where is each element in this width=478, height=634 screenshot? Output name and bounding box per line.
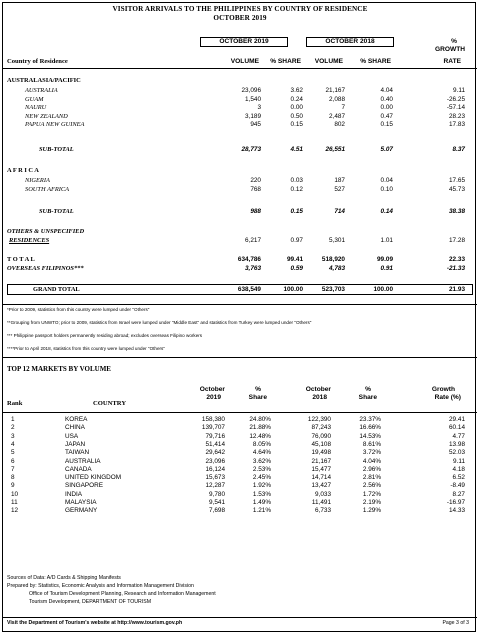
- cell: 29.41: [449, 416, 465, 423]
- cell: 220: [250, 177, 261, 184]
- cell: 0.40: [380, 95, 393, 103]
- grand-total-label: GRAND TOTAL: [33, 286, 80, 293]
- cell: 79,716: [205, 432, 225, 440]
- top12-row: [3, 424, 477, 432]
- country-row: [3, 177, 477, 185]
- overseas-row: [3, 265, 477, 273]
- cell: 5.07: [380, 146, 393, 153]
- cell: 23,096: [241, 87, 261, 94]
- rank-cell: 7: [11, 465, 15, 473]
- cell: 0.00: [290, 104, 303, 112]
- country-name: NAURU: [25, 104, 47, 112]
- cell: 945: [250, 121, 261, 129]
- cell: 0.14: [380, 208, 393, 215]
- cell: 28.23: [449, 112, 465, 120]
- cell: 4.04: [380, 87, 393, 94]
- cell: 51,414: [205, 440, 225, 448]
- cell: 6.52: [452, 474, 465, 482]
- cell: 14.33: [449, 507, 465, 515]
- others-row: [3, 237, 477, 245]
- cell: 12,287: [205, 482, 225, 490]
- oct18-header-2: 2018: [312, 394, 327, 401]
- volume-2018-header: VOLUME: [314, 58, 343, 65]
- cell: 0.47: [380, 112, 393, 120]
- growth2-header-2: Rate (%): [434, 394, 461, 401]
- cell: 19,498: [311, 449, 331, 457]
- country-name: UNITED KINGDOM: [65, 474, 122, 482]
- cell: 12.48%: [249, 432, 271, 440]
- top12-row: [3, 474, 477, 482]
- cell: 15,477: [311, 465, 331, 473]
- cell: 3: [257, 104, 261, 112]
- cell: 0.59: [290, 265, 303, 272]
- cell: 0.15: [290, 121, 303, 129]
- cell: 9,780: [209, 490, 225, 498]
- department-text: Tourism Development, DEPARTMENT OF TOURISM: [29, 599, 152, 605]
- cell: 4.18: [452, 465, 465, 473]
- country-row: [3, 87, 477, 95]
- cell: 21,167: [325, 87, 345, 94]
- cell: 187: [334, 177, 345, 184]
- cell: 21.93: [449, 286, 465, 293]
- cell: 0.50: [290, 112, 303, 120]
- country-name: SINGAPORE: [65, 482, 103, 490]
- top12-row: [3, 482, 477, 490]
- country-row: [3, 113, 477, 121]
- subtotal-row: [3, 146, 477, 154]
- region-row: [3, 77, 477, 85]
- rank-cell: 2: [11, 424, 15, 432]
- cell: 0.03: [290, 177, 303, 184]
- cell: 28,773: [241, 146, 261, 153]
- cell: 0.15: [290, 208, 303, 215]
- total-label: T O T A L: [7, 256, 35, 263]
- cell: 24.80%: [249, 416, 271, 423]
- cell: 768: [250, 185, 261, 193]
- top12-row: [3, 507, 477, 515]
- growth-header-3: RATE: [443, 58, 461, 65]
- cell: 45,108: [311, 440, 331, 448]
- others-row-label: [3, 228, 477, 236]
- country-name: AUSTRALIA: [25, 87, 58, 94]
- cell: 38.38: [449, 208, 465, 215]
- cell: 9,033: [315, 490, 331, 498]
- report-title: VISITOR ARRIVALS TO THE PHILIPPINES BY COUNTRY OF RESIDENCE: [112, 5, 368, 13]
- cell: 3.72%: [362, 449, 381, 457]
- cell: 100.00: [373, 286, 393, 293]
- cell: 9.11: [453, 457, 465, 465]
- cell: 6,733: [315, 507, 331, 515]
- cell: 13.98: [449, 440, 465, 448]
- cell: 21.88%: [249, 424, 271, 432]
- cell: 8.27: [452, 490, 465, 498]
- top12-row: [3, 466, 477, 474]
- cell: 99.41: [287, 256, 303, 263]
- country-name: NIGERIA: [25, 177, 50, 184]
- rank-cell: 1: [11, 416, 15, 423]
- cell: 0.10: [380, 185, 393, 193]
- cell: 9.11: [453, 87, 465, 94]
- country-name: NEW ZEALAND: [25, 112, 68, 120]
- top12-divider: [3, 412, 477, 413]
- cell: 988: [250, 208, 261, 215]
- cell: 2.19%: [362, 499, 381, 506]
- cell: 0.97: [290, 237, 303, 244]
- cell: 1.21%: [252, 507, 271, 515]
- top12-row: [3, 458, 477, 466]
- overseas-label: OVERSEAS FILIPINOS***: [7, 265, 84, 272]
- cell: 13,427: [311, 482, 331, 490]
- share18-header-1: %: [365, 386, 371, 393]
- oct18-header-1: October: [305, 386, 331, 393]
- cell: 60.14: [449, 424, 465, 432]
- share18-header-2: Share: [358, 394, 377, 401]
- country-name: TAIWAN: [65, 449, 90, 457]
- rank-header: Rank: [7, 400, 23, 407]
- cell: 16.66%: [359, 424, 381, 432]
- cell: 638,549: [237, 286, 261, 293]
- share19-header-2: Share: [248, 394, 267, 401]
- cell: 14.53%: [359, 432, 381, 440]
- cell: 3,763: [245, 265, 261, 272]
- period-2019-header: OCTOBER 2019: [200, 37, 288, 47]
- cell: 6,217: [245, 237, 261, 244]
- rank-cell: 11: [11, 499, 18, 506]
- region-row: [3, 167, 477, 175]
- cell: 17.83: [449, 121, 465, 129]
- notes-divider-bottom: [3, 357, 477, 358]
- others-label-2: RESIDENCES: [9, 237, 50, 244]
- cell: 87,243: [311, 424, 331, 432]
- country-name: USA: [65, 432, 79, 440]
- cell: 45.73: [449, 185, 465, 193]
- subtotal-label: SUB-TOTAL: [39, 146, 74, 153]
- growth2-header-1: Growth: [431, 386, 455, 393]
- cell: 11,491: [311, 499, 331, 506]
- rank-cell: 5: [11, 449, 15, 457]
- top12-row: [3, 499, 477, 507]
- cell: 122,390: [307, 416, 331, 423]
- cell: 714: [334, 208, 345, 215]
- grand-total-row: [3, 286, 477, 294]
- country-row: [3, 104, 477, 112]
- cell: 0.91: [380, 265, 393, 272]
- country-name: KOREA: [65, 416, 88, 423]
- volume-2019-header: VOLUME: [230, 58, 259, 65]
- cell: 8.05%: [252, 440, 271, 448]
- footer-divider: [3, 617, 477, 618]
- rank-cell: 8: [11, 474, 15, 482]
- total-row: [3, 256, 477, 264]
- top12-row: [3, 416, 477, 424]
- report-subtitle: OCTOBER 2019: [213, 14, 267, 22]
- share-2018-header: % SHARE: [360, 58, 391, 65]
- cell: 3,189: [245, 112, 261, 120]
- cell: 0.04: [380, 177, 393, 184]
- cell: 1.92%: [252, 482, 271, 490]
- cell: 518,920: [321, 256, 345, 263]
- report-page: [2, 2, 476, 632]
- cell: 523,703: [321, 286, 345, 293]
- page-number: Page 3 of 3: [442, 620, 469, 626]
- prepared-by-text: Prepared by: Statistics, Economic Analysis and Information Management Division: [7, 583, 194, 589]
- cell: 23.37%: [359, 416, 381, 423]
- top12-row: [3, 491, 477, 499]
- rank-cell: 4: [11, 440, 15, 448]
- rank-cell: 6: [11, 457, 15, 465]
- growth-header-1: %: [451, 38, 457, 45]
- cell: 0.15: [380, 121, 393, 129]
- footnote: *** Philippine passport holders permanently residing abroad; excludes overseas Filipino workers: [7, 333, 203, 338]
- cell: 2,487: [329, 112, 345, 120]
- cell: -16.97: [446, 499, 465, 506]
- country-name: GUAM: [25, 95, 44, 103]
- country-name: MALAYSIA: [65, 499, 97, 506]
- cell: 17.65: [449, 177, 465, 184]
- cell: 76,090: [311, 432, 331, 440]
- cell: 1.01: [380, 237, 393, 244]
- subtotal-row: [3, 208, 477, 216]
- cell: 2.56%: [362, 482, 381, 490]
- country-row: [3, 186, 477, 194]
- growth-header-2: GROWTH: [434, 46, 465, 53]
- share-2019-header: % SHARE: [270, 58, 301, 65]
- cell: 4.04%: [362, 457, 381, 465]
- country-name: GERMANY: [65, 507, 98, 515]
- top12-row: [3, 441, 477, 449]
- cell: 29,642: [205, 449, 225, 457]
- cell: 14,714: [311, 474, 331, 482]
- cell: 1.72%: [362, 490, 381, 498]
- top12-title: TOP 12 MARKETS BY VOLUME: [7, 365, 111, 373]
- region-label: AUSTRALASIA/PACIFIC: [7, 77, 81, 84]
- cell: 4.77: [452, 432, 465, 440]
- cell: 16,124: [205, 465, 225, 473]
- cell: 15,673: [205, 474, 225, 482]
- cell: 3.62: [290, 87, 303, 94]
- rank-cell: 3: [11, 432, 15, 440]
- cell: 1.53%: [252, 490, 271, 498]
- top12-row: [3, 449, 477, 457]
- cell: 158,380: [201, 416, 225, 423]
- cell: -8.49: [450, 482, 465, 490]
- cell: 0.00: [380, 104, 393, 112]
- country-name: JAPAN: [65, 440, 86, 448]
- country-name: CHINA: [65, 424, 85, 432]
- header-divider: [3, 68, 477, 69]
- cell: 1.29%: [362, 507, 381, 515]
- rank-cell: 12: [11, 507, 19, 515]
- rank-cell: 9: [11, 482, 15, 490]
- country-row: [3, 121, 477, 129]
- country-header-2: COUNTRY: [93, 400, 127, 407]
- cell: 21,167: [311, 457, 331, 465]
- cell: 17.28: [449, 237, 465, 244]
- cell: 139,707: [201, 424, 225, 432]
- top12-row: [3, 433, 477, 441]
- footnote: **Grouping from UNWTO; prior to 2009, statistics from Israel were lumped under "Middle East" and statistics from Turkey were lumped under "Others": [7, 320, 312, 325]
- cell: -21.33: [446, 265, 465, 272]
- cell: 23,096: [205, 457, 225, 465]
- country-row: [3, 96, 477, 104]
- cell: 22.33: [449, 256, 465, 263]
- country-name: CANADA: [65, 465, 92, 473]
- cell: 52.03: [449, 449, 465, 457]
- cell: -57.14: [446, 104, 465, 112]
- cell: 527: [334, 185, 345, 193]
- cell: 4,783: [329, 265, 345, 272]
- country-name: SOUTH AFRICA: [25, 185, 70, 193]
- cell: 100.00: [283, 286, 303, 293]
- others-label-1: OTHERS & UNSPECIFIED: [7, 228, 85, 235]
- cell: 2.53%: [252, 465, 271, 473]
- rank-cell: 10: [11, 490, 19, 498]
- subtotal-label: SUB-TOTAL: [39, 208, 74, 215]
- oct19-header-2: 2019: [206, 394, 221, 401]
- cell: 2.45%: [252, 474, 271, 482]
- cell: 99.09: [377, 256, 393, 263]
- share19-header-1: %: [255, 386, 261, 393]
- country-name: INDIA: [65, 490, 83, 498]
- notes-divider: [3, 304, 477, 305]
- cell: 1,540: [245, 95, 261, 103]
- cell: 0.24: [290, 95, 303, 103]
- sources-text: Sources of Data: A/D Cards & Shipping Manifests: [7, 575, 121, 581]
- cell: 634,786: [237, 256, 261, 263]
- cell: 9,541: [209, 499, 225, 506]
- cell: 5,301: [329, 237, 345, 244]
- cell: 8.61%: [362, 440, 381, 448]
- footnote: *Prior to 2009, statistics from this country were lumped under "Others": [7, 307, 150, 312]
- cell: 2.81%: [362, 474, 381, 482]
- country-name: AUSTRALIA: [65, 457, 101, 465]
- oct19-header-1: October: [199, 386, 225, 393]
- cell: 3.62%: [252, 457, 271, 465]
- cell: 4.64%: [252, 449, 271, 457]
- cell: 802: [334, 121, 345, 129]
- cell: 1.49%: [252, 499, 271, 506]
- cell: 8.37: [452, 146, 465, 153]
- country-name: PAPUA NEW GUINEA: [25, 121, 85, 129]
- cell: 7,698: [209, 507, 225, 515]
- cell: 2,088: [329, 95, 345, 103]
- cell: 2.96%: [362, 465, 381, 473]
- office-text: Office of Tourism Development Planning, Research and Information Management: [29, 591, 216, 597]
- cell: 4.51: [290, 146, 303, 153]
- cell: 7: [341, 104, 345, 112]
- period-2018-header: OCTOBER 2018: [306, 37, 394, 47]
- cell: 0.12: [290, 185, 303, 193]
- website-link[interactable]: Visit the Department of Tourism's website at http://www.tourism.gov.ph: [7, 620, 183, 626]
- region-label: A F R I C A: [7, 167, 39, 174]
- cell: -26.25: [446, 95, 465, 103]
- footnote: ****Prior to April 2018, statistics from this country were lumped under "Others": [7, 346, 165, 351]
- cell: 26,551: [325, 146, 345, 153]
- country-header: Country of Residence: [7, 58, 68, 65]
